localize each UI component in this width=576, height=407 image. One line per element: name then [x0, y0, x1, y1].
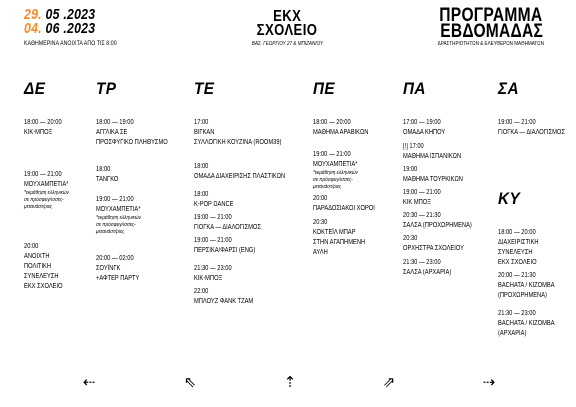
date-end — [24, 22, 137, 36]
event-title-text: ΜΑΘΗΜΑ ΤΟΥΡΚΙΚΩΝ — [403, 176, 463, 183]
date-end-rest: 06 .2023 — [41, 20, 96, 37]
event-title-text: ΚΙΚ ΜΠΟΞ — [403, 199, 431, 206]
event-title — [498, 128, 576, 138]
event-note-text: μετανάστ/ριες — [24, 204, 53, 210]
event-item — [194, 236, 305, 256]
event-title-text: ΠΟΛΙΤΙΚΗ — [24, 263, 52, 270]
event-title — [313, 248, 388, 258]
event-title — [403, 268, 487, 278]
event-time-text: 18:00 — 20:00 — [313, 119, 351, 126]
event-time — [194, 213, 305, 223]
event-title-text: ΚΟΚΤΕΪΛ ΜΠΑΡ — [313, 229, 356, 236]
venue-title-line1: ΕΚΧ — [273, 8, 302, 25]
event-time-text: 20:00 — [313, 195, 328, 202]
event-item — [498, 228, 567, 268]
program-title-line2: ΕΒΔΟΜΑΔΑΣ — [439, 21, 543, 42]
event-time — [403, 188, 487, 198]
event-time — [194, 264, 305, 274]
event-title — [194, 297, 305, 307]
event-title — [313, 160, 388, 170]
event-time-text: 20:00 — 02:00 — [96, 255, 134, 262]
event-item — [194, 287, 305, 307]
event-time — [403, 142, 487, 152]
event-time — [498, 309, 567, 319]
event-title-text: ΓΙΟΓΚΑ — ΔΙΑΛΟΓΙΣΜΟΣ — [498, 129, 565, 136]
event-time-text: 18:00 — [194, 163, 209, 170]
event-title-text: (ΠΡΟΧΩΡΗΜΕΝΑ) — [498, 292, 547, 299]
event-time-text: 20:00 — [24, 243, 39, 250]
day-heading — [96, 80, 183, 97]
day-heading — [313, 80, 388, 97]
event-title — [498, 258, 567, 268]
event-item — [194, 264, 305, 284]
day-heading — [498, 80, 576, 97]
day-heading-label: ΠΑ — [403, 79, 426, 98]
event-note — [313, 184, 388, 191]
day-column-monday — [24, 80, 79, 292]
day-column-saturday — [498, 80, 576, 138]
event-note-text: σε πρόσφυγ/ισσες- — [96, 222, 136, 228]
event-title — [498, 319, 567, 329]
event-title — [498, 329, 567, 339]
event-title — [194, 200, 305, 210]
event-note-text: σε πρόσφυγ/ισσες- — [313, 177, 353, 183]
event-title-text: ΜΟΥΧΑΜΠΕΤΙΑ* — [24, 181, 69, 188]
event-item — [96, 165, 183, 185]
event-time-text: 20:00 — 21:30 — [498, 272, 536, 279]
event-time — [498, 271, 567, 281]
event-time — [194, 118, 305, 128]
event-title — [403, 198, 487, 208]
event-title — [313, 238, 388, 248]
event-title — [24, 128, 79, 138]
event-time-text: 20:30 — 21:30 — [403, 212, 441, 219]
date-end-day: 04. — [24, 20, 42, 37]
day-heading-label: ΔΕ — [24, 79, 46, 98]
day-heading-label: ΚΥ — [498, 189, 521, 208]
day-heading-label: ΤΕ — [194, 79, 215, 98]
event-title — [194, 128, 305, 138]
event-item — [24, 170, 79, 211]
event-title — [96, 264, 183, 274]
event-time — [403, 118, 487, 128]
event-item — [96, 254, 183, 284]
event-item — [96, 195, 183, 236]
event-title-text: ΕΚΧ ΣΧΟΛΕΙΟ — [498, 259, 537, 266]
event-note — [96, 222, 183, 229]
arrow-up-icon[interactable]: ⇡ — [283, 374, 297, 391]
event-title-text: ΚΙΚ-ΜΠΟΞ — [194, 275, 223, 282]
event-note — [24, 204, 79, 211]
event-title — [96, 205, 183, 215]
event-item — [403, 258, 487, 278]
event-title — [24, 282, 79, 292]
event-note-text: σε πρόσφυγ/ισσες- — [24, 197, 64, 203]
event-item — [403, 142, 487, 162]
event-time-text: 21:30 — 23:00 — [498, 310, 536, 317]
event-title-text: ΣΥΛΛΟΓΙΚΗ ΚΟΥΖΙΝΑ (ROOM39) — [194, 139, 282, 146]
event-title — [194, 246, 305, 256]
event-item — [24, 118, 79, 138]
event-item — [194, 118, 305, 148]
event-title-text: ΣΑΛΣΑ (ΑΡΧΑΡΙΑ) — [403, 269, 452, 276]
day-column-tuesday — [96, 80, 183, 284]
event-time — [498, 228, 567, 238]
event-title — [498, 248, 567, 258]
event-title-text: ΤΑΝΓΚΟ — [96, 176, 119, 183]
event-time-text: 18:00 — [96, 166, 111, 173]
event-title — [403, 221, 487, 231]
opening-hours-note: ΚΑΘΗΜΕΡΙΝΑ ΑΝΟΙΧΤΑ ΑΠΟ ΤΙΣ 8:00 — [24, 40, 117, 47]
event-item — [403, 188, 487, 208]
arrow-right-icon[interactable]: ⇢ — [482, 374, 496, 391]
event-title — [313, 228, 388, 238]
event-title-text: +ΑΦΤΕΡ ΠΑΡΤΥ — [96, 275, 140, 282]
event-title — [96, 128, 183, 138]
event-time-text: 17:00 — 19:00 — [403, 119, 441, 126]
event-item — [96, 118, 183, 148]
event-time-text: 18:00 — 19:00 — [96, 119, 134, 126]
event-item — [313, 218, 388, 258]
event-time-text: 18:00 — [194, 191, 209, 198]
event-title-text: ΠΕΡΣΙΚΑ/ΦΑΡΣΙ (ENG) — [194, 247, 256, 254]
event-time-text: 21:30 — 23:00 — [194, 265, 232, 272]
event-time — [313, 218, 388, 228]
event-item — [498, 309, 567, 339]
event-note-text: *εκμάθηση ελληνικών — [313, 170, 358, 176]
venue-address: ΒΑΣ. ΓΕΩΡΓΙΟΥ 27 & ΜΠΙΖΑΝΙΟΥ — [251, 41, 324, 47]
date-start-rest: 05 .2023 — [41, 6, 96, 23]
event-time — [498, 118, 576, 128]
event-title — [194, 223, 305, 233]
event-title-text: ΟΜΑΔΑ ΔΙΑΧΕΙΡΙΣΗΣ ΠΛΑΣΤΙΚΩΝ — [194, 173, 286, 180]
program-title — [426, 5, 556, 47]
event-note-text: *εκμάθηση ελληνικών — [24, 190, 69, 196]
event-time-text: [!] 17:00 — [403, 143, 424, 150]
event-time — [96, 254, 183, 264]
event-title-text: (ΑΡΧΑΡΙΑ) — [498, 330, 527, 337]
venue-title — [220, 10, 355, 47]
event-title — [24, 272, 79, 282]
arrow-up-right-icon[interactable]: ⇗ — [382, 374, 396, 391]
event-title-text: ΔΙΑΧΕΙΡΙΣΤΙΚΗ — [498, 239, 539, 246]
event-title-text: ΜΑΘΗΜΑ ΙΣΠΑΝΙΚΩΝ — [403, 153, 462, 160]
event-time — [403, 165, 487, 175]
event-title-text: ΟΡΧΗΣΤΡΑ ΣΧΟΛΕΙΟΥ — [403, 245, 464, 252]
event-title-text: ΓΙΟΓΚΑ — ΔΙΑΛΟΓΙΣΜΟΣ — [194, 224, 261, 231]
event-title — [96, 175, 183, 185]
event-time — [403, 234, 487, 244]
day-heading — [498, 190, 567, 207]
event-title-text: ΣΥΝΕΛΕΥΣΗ — [498, 249, 533, 256]
event-title — [403, 152, 487, 162]
event-note — [24, 190, 79, 197]
event-title-text: K-POP DANCE — [194, 201, 234, 208]
date-range — [24, 8, 137, 51]
event-time-text: 19:00 — 21:00 — [194, 214, 232, 221]
event-title-text: ΠΑΡΑΔΟΣΙΑΚΟΙ ΧΟΡΟΙ — [313, 205, 375, 212]
event-title-text: ΑΥΛΗ — [313, 249, 328, 256]
event-time — [194, 190, 305, 200]
event-title — [498, 238, 567, 248]
day-column-thursday — [313, 80, 388, 258]
event-item — [498, 271, 567, 301]
event-title-text: ΕΚΧ ΣΧΟΛΕΙΟ — [24, 283, 63, 290]
event-time — [194, 287, 305, 297]
day-column-friday — [403, 80, 487, 278]
event-item — [194, 213, 305, 233]
event-title — [194, 138, 305, 148]
event-time-text: 19:00 — 21:00 — [24, 171, 62, 178]
event-time — [96, 118, 183, 128]
event-time-text: 21:30 — 23:00 — [403, 259, 441, 266]
event-title — [313, 128, 388, 138]
event-title-text: ΜΟΥΧΑΜΠΕΤΙΑ* — [313, 161, 358, 168]
event-time — [96, 195, 183, 205]
event-item — [403, 211, 487, 231]
event-time-text: 22:00 — [194, 288, 209, 295]
event-title-text: ΑΓΓΛΙΚΑ ΣΕ — [96, 129, 128, 136]
event-item — [403, 165, 487, 185]
event-time — [313, 194, 388, 204]
event-title-text: ΜΠΛΟΥΖ ΦΑΝΚ ΤΖΑΜ — [194, 298, 254, 305]
event-note-text: μετανάστ/ριες — [313, 184, 342, 190]
event-time — [403, 258, 487, 268]
event-time — [194, 162, 305, 172]
date-start-day: 29. — [24, 6, 42, 23]
day-heading — [194, 80, 305, 97]
arrow-left-icon[interactable]: ⇠ — [82, 374, 96, 391]
event-item — [194, 162, 305, 182]
day-heading-label: ΣΑ — [498, 79, 519, 98]
event-title — [403, 175, 487, 185]
day-heading-label: ΤΡ — [96, 79, 117, 98]
event-time — [24, 118, 79, 128]
event-time — [194, 236, 305, 246]
day-column-sunday — [498, 190, 567, 339]
event-note-text: μετανάστ/ριες — [96, 229, 125, 235]
event-time — [313, 150, 388, 160]
event-time-text: 19:00 — [403, 166, 418, 173]
event-time-text: 19:00 — 21:00 — [403, 189, 441, 196]
day-heading — [24, 80, 79, 97]
day-heading-label: ΠΕ — [313, 79, 336, 98]
event-title — [403, 244, 487, 254]
event-time — [403, 211, 487, 221]
event-title — [403, 128, 487, 138]
event-time — [96, 165, 183, 175]
event-title — [498, 281, 567, 291]
event-note — [24, 197, 79, 204]
event-title — [96, 274, 183, 284]
event-time — [313, 118, 388, 128]
event-item — [498, 118, 576, 138]
event-item — [194, 190, 305, 210]
event-title — [498, 291, 567, 301]
event-item — [24, 242, 79, 292]
event-item — [403, 234, 487, 254]
event-time-text: 20:30 — [313, 219, 328, 226]
event-time-text: 19:00 — 21:00 — [313, 151, 351, 158]
event-title — [194, 274, 305, 284]
venue-title-line2: ΣΧΟΛΕΙΟ — [257, 22, 318, 39]
event-time-text: 20:30 — [403, 235, 418, 242]
event-time-text: 17:00 — [194, 119, 209, 126]
day-heading — [403, 80, 487, 97]
event-title-text: ΣΟΥΪΝΓΚ — [96, 265, 121, 272]
event-title-text: ΒΙΓΚΑΝ — [194, 129, 215, 136]
event-time-text: 18:00 — 20:00 — [24, 119, 62, 126]
event-time — [24, 170, 79, 180]
program-subtitle: ΔΡΑΣΤΗΡΙΟΤΗΤΩΝ & ΕΛΕΥΘΕΡΩΝ ΜΑΘΗΜΑΤΩΝ — [438, 41, 545, 47]
event-item — [313, 118, 388, 138]
event-title-text: ΣΥΝΕΛΕΥΣΗ — [24, 273, 59, 280]
event-note-text: *εκμάθηση ελληνικών — [96, 215, 141, 221]
event-title — [313, 204, 388, 214]
event-time-text: 18:00 — 20:00 — [498, 229, 536, 236]
event-title-text: BACHATA / KIZOMBA — [498, 282, 555, 289]
event-time-text: 19:00 — 21:00 — [96, 196, 134, 203]
event-note — [313, 177, 388, 184]
event-title-text: ΜΟΥΧΑΜΠΕΤΙΑ* — [96, 206, 141, 213]
event-note — [96, 229, 183, 236]
event-title-text: ΣΑΛΣΑ (ΠΡΟΧΩΡΗΜΕΝΑ) — [403, 222, 472, 229]
event-time-text: 19:00 — 21:00 — [498, 119, 536, 126]
event-time — [24, 242, 79, 252]
event-note — [313, 170, 388, 177]
event-title-text: ΠΡΟΣΦΥΓΙΚΟ ΠΛΗΘΥΣΜΟ — [96, 139, 168, 146]
event-title-text: ΣΤΗΝ ΑΓΑΠΗΜΕΝΗ — [313, 239, 366, 246]
event-title — [24, 262, 79, 272]
event-title — [194, 172, 305, 182]
event-item — [403, 118, 487, 138]
event-title — [24, 180, 79, 190]
arrow-up-left-icon[interactable]: ⇖ — [183, 374, 197, 391]
event-note — [96, 215, 183, 222]
event-title-text: ΚΙΚ-ΜΠΟΞ — [24, 129, 53, 136]
event-title-text: ΑΝΟΙΧΤΗ — [24, 253, 50, 260]
event-item — [313, 150, 388, 191]
day-column-wednesday — [194, 80, 305, 307]
event-title — [24, 252, 79, 262]
event-time-text: 19:00 — 21:00 — [194, 237, 232, 244]
program-title-line1: ΠΡΟΓΡΑΜΜΑ — [439, 5, 543, 26]
event-item — [313, 194, 388, 214]
event-title-text: BACHATA / KIZOMBA — [498, 320, 555, 327]
event-title — [96, 138, 183, 148]
event-title-text: ΜΑΘΗΜΑ ΑΡΑΒΙΚΩΝ — [313, 129, 369, 136]
event-title-text: ΟΜΑΔΑ ΚΗΠΟΥ — [403, 129, 446, 136]
